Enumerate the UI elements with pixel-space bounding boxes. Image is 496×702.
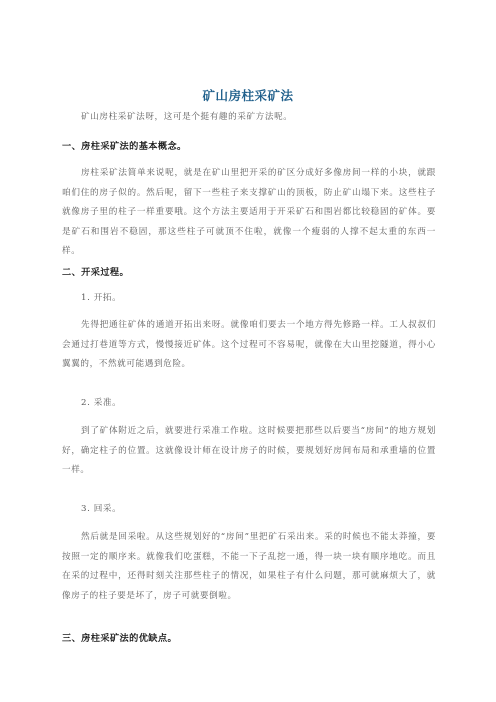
preparation-paragraph: 到了矿体附近之后，就要进行采准工作啦。这时候要把那些以后要当“房间”的地方规划好，确定柱子的位置。这就像设计师在设计房子的时候，要规划好房间布局和承重墙的位置一样。 [62, 426, 436, 475]
step-label-preparation: 2. 采准。 [81, 398, 122, 408]
section-heading-pros-cons: 三、房柱采矿法的优缺点。 [62, 633, 178, 644]
step-label-development: 1. 开拓。 [81, 293, 122, 303]
development-paragraph: 先得把通往矿体的通道开拓出来呀。就像咱们要去一个地方得先修路一样。工人叔叔们会通过打巷道等方式，慢慢接近矿体。这个过程可不容易呢，就像在大山里挖隧道，得小心翼翼的，不然就可能遇到危险。 [62, 320, 436, 369]
intro-paragraph: 矿山房柱采矿法呀，这可是个挺有趣的采矿方法呢。 [81, 112, 293, 122]
step-label-stoping: 3. 回采。 [81, 504, 122, 514]
section-heading-concept: 一、房柱采矿法的基本概念。 [62, 141, 187, 152]
section-heading-process: 二、开采过程。 [62, 267, 130, 278]
stoping-paragraph: 然后就是回采啦。从这些规划好的“房间”里把矿石采出来。采的时候也不能太莽撞，要按照一定的顺序来。就像我们吃蛋糕，不能一下子乱挖一通，得一块一块有顺序地吃。而且在采的过程中，还得时刻关注那些柱子的情况，如果柱子有什么问题，那可就麻烦大了，就像房子的柱子要是坏了，房子可就要倒啦。 [62, 532, 436, 601]
document-title: 矿山房柱采矿法 [202, 88, 294, 103]
concept-paragraph: 房柱采矿法简单来说呢，就是在矿山里把开采的矿区分成好多像房间一样的小块，就跟咱们住的房子似的。然后呢，留下一些柱子来支撑矿山的顶板，防止矿山塌下来。这些柱子就像房子里的柱子一样重要哦。这个方法主要适用于开采矿石和围岩都比较稳固的矿体。要是矿石和围岩不稳固，那这些柱子可就顶不住啦，就像一个瘦弱的人撑不起太重的东西一样。 [62, 168, 436, 256]
